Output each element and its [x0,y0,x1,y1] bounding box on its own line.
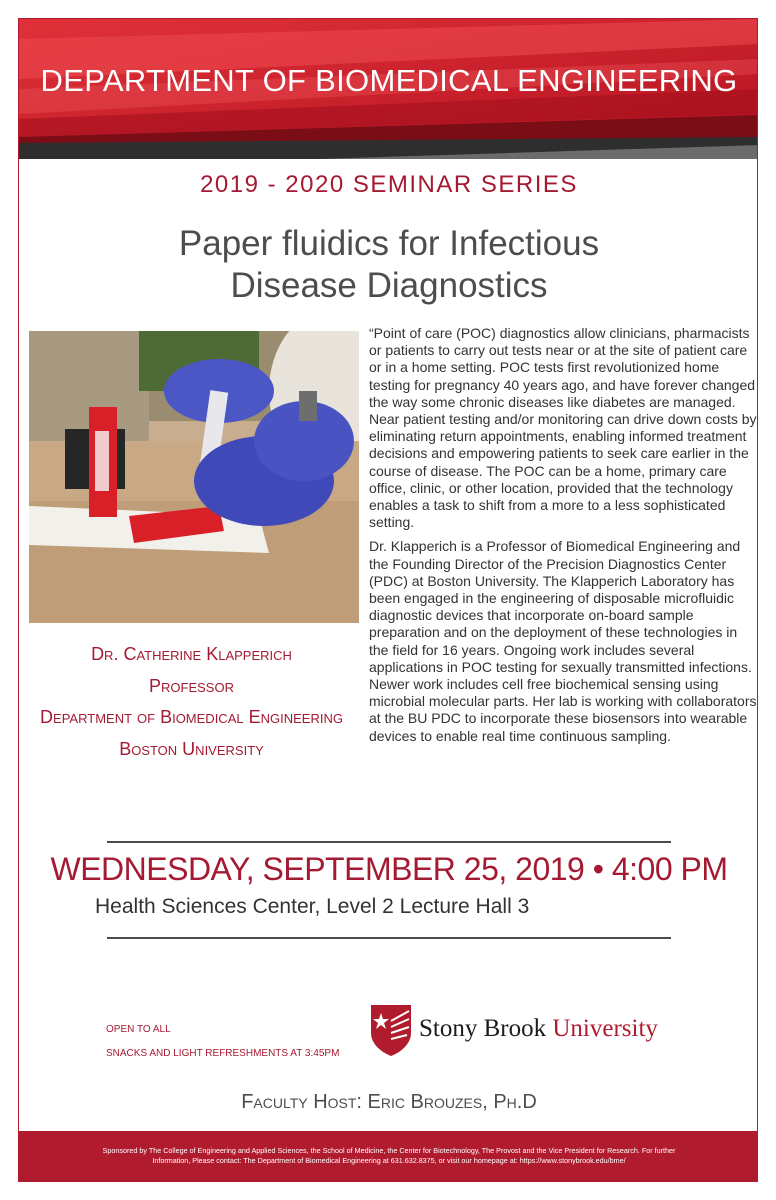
speaker-institution: Boston University [119,738,264,759]
logo-wordmark [419,1015,658,1043]
speaker-department: Department of Biomedical Engineering [40,707,343,727]
abstract-paragraph-2: Dr. Klapperich is a Professor of Biomedical Engineering and the Founding Director of the Precision Diagnostics Center (PDC) at Boston University. The Klapperich Laboratory has been engaged in the engineering of disposable microfluidic diagnostic devices that incorporate on-board sample preparation and on the deployment of these technologies in the field for 16 years. Ongoing work includes several applications in POC testing for sexually transmitted infections. Newer work includes cell free biochemical sensing using microbial molecular parts. Her lab is working with collaborators at the BU PDC to incorporate these biosensors into wearable devices to enable real time continuous sampling. [369,538,757,744]
stony-brook-logo [369,1003,679,1057]
event-venue: Health Sciences Center, Level 2 Lecture Hall 3 [95,895,530,918]
seminar-series-title: 2019 - 2020 SEMINAR SERIES [200,171,578,198]
logo-wordmark-part-2: University [552,1015,658,1042]
event-notes [106,1018,339,1066]
faculty-host: Faculty Host: Eric Brouzes, Ph.D [241,1091,537,1113]
sponsor-text: Sponsored by The College of Engineering and Applied Sciences, the School of Medicine, the Center for Biotechnology, The Provost and the Vice President for Research. For further Information, Please contact: The Department of Biomedical Engineering at 631.632.8375, or visit our homepage at: https://www.stonybrook.edu/bme/ [102,1146,676,1165]
talk-title [109,223,669,307]
footer-bar [19,1131,758,1182]
divider-bottom [107,937,671,939]
photo-illustration [29,331,359,623]
event-date-time: WEDNESDAY, SEPTEMBER 25, 2019 • 4:00 PM [50,851,728,887]
shield-icon [369,1003,413,1057]
diagnostic-test-photo [29,331,359,623]
abstract [369,325,758,752]
speaker-info [19,639,364,765]
seminar-flyer [18,18,758,1182]
refreshments-note: SNACKS AND LIGHT REFRESHMENTS AT 3:45PM [106,1048,340,1059]
logo-wordmark-part-1: Stony Brook [419,1015,553,1042]
talk-title-line-2: Disease Diagnostics [230,266,548,305]
talk-title-line-1: Paper fluidics for Infectious [178,224,600,263]
department-title: DEPARTMENT OF BIOMEDICAL ENGINEERING [40,63,738,98]
speaker-position: Professor [149,675,234,696]
header-banner [19,19,758,159]
speaker-name: Dr. Catherine Klapperich [91,644,292,664]
open-to-all-note: OPEN TO ALL [106,1024,171,1035]
abstract-paragraph-1: “Point of care (POC) diagnostics allow clinicians, pharmacists or patients to carry out tests near or at the site of patient care or in a home setting. POC tests first revolutionized home testing for pregnancy 40 years ago, and have forever changed the way some chronic diseases like diabetes are managed. Near patient testing and/or monitoring can drive down costs by eliminating return appointments, enabling informed treatment decisions and empowering patients to seek care earlier in the course of disease. The POC can be a home, primary care office, clinic, or other location, provided that the technology enables a task to shift from a more to a less sophisticated setting. [369,325,757,531]
divider-top [107,841,671,843]
